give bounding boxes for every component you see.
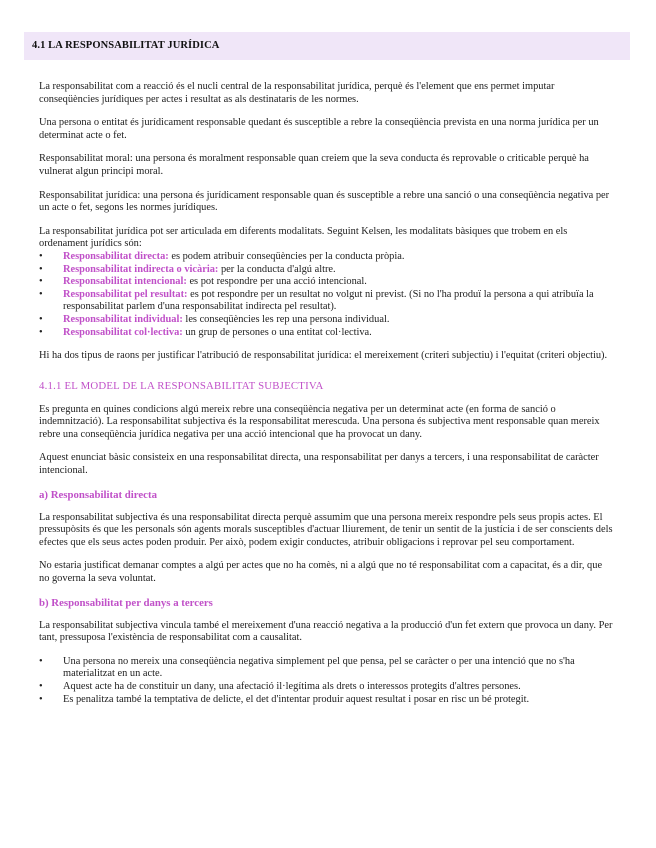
section-heading: 4.1.1 EL MODEL DE LA RESPONSABILITAT SUBJECTIVA xyxy=(39,379,324,392)
intro-paragraph: La responsabilitat com a reacció és el nucli central de la responsabilitat jurídica, perquè és l'element que ens permet imputar conseqüències jurídiques per actes i resultat as als destinataris de les normes. xyxy=(39,81,555,105)
intro-paragraph: Responsabilitat jurídica: una persona és jurídicament responsable quan és susceptible a rebre una sanció o una conseqüència negativa per un acte o fet, segons les normes jurídiques. xyxy=(39,189,610,214)
section-paragraph: Es pregunta en quines condicions algú mereix rebre una conseqüència negativa per un determinat acte (en forma de sanció o indemnització). La responsabilitat subjectiva és la responsabilitat merescuda. Una persona és subjectiva ment responsable quan mereix rebre una conseqüència jurídica negativa per una acció intencional que ha provocat un dany. xyxy=(39,403,600,440)
page-title: 4.1 LA RESPONSABILITAT JURÍDICA xyxy=(32,40,220,51)
list-item: • Es penalitza també la temptativa de delicte, el det d'intentar produir aquest resultat i posar en risc un bé protegit. xyxy=(39,694,613,707)
intro-paragraph: La responsabilitat jurídica pot ser articulada em diferents modalitats. Seguint Kelsen, les modalitats bàsiques que trobem en els ordenament jurídics són: xyxy=(39,225,568,250)
modality-desc: les conseqüències les rep una persona individual. xyxy=(182,313,390,325)
modality-desc: es pot respondre per un resultat no volgut ni previst. (Si no l'ha produï la persona a qui atribuïa la responsabilitat parlem d'una responsabilitat indirecta pel resultat). xyxy=(63,288,594,313)
subsection-a-paragraph: La responsabilitat subjectiva és una responsabilitat directa perquè assumim que una persona mereix respondre pels seus propis actes. El pressupòsits és que les personals són agents morals susceptibles d'actuar lliurement, de tenir un sentit de la justícia i de ser conscients dels efectes que els seus actes poden produir. Per això, podem exigir conductes, atribuir obligacions i reprovar pel seu comportament. xyxy=(39,511,613,548)
modality-desc: per la conducta d'algú altre. xyxy=(218,263,336,275)
closing-paragraph: Hi ha dos tipus de raons per justificar l'atribució de responsabilitat jurídica: el mereixement (criteri subjectiu) i l'equitat (criteri objectiu). xyxy=(39,350,608,362)
list-item: • Una persona no mereix una conseqüència negativa simplement pel que pensa, pel se caràcter o per una intenció que no s'ha materialitzat en un acte. xyxy=(39,656,613,681)
list-item xyxy=(39,251,613,264)
list-item xyxy=(39,264,613,277)
modality-term: Responsabilitat col·lectiva: xyxy=(63,326,183,338)
modality-term: Responsabilitat indirecta o vicària: xyxy=(63,263,219,275)
modality-desc: un grup de persones o una entitat col·lectiva. xyxy=(182,326,372,338)
subsection-a-paragraph: No estaria justificat demanar comptes a algú per actes que no ha comès, ni a algú que no té responsabilitat com a capacitat, és a dir, que no governa la seva voluntat. xyxy=(39,560,603,585)
list-item xyxy=(39,314,613,327)
modality-term: Responsabilitat intencional: xyxy=(63,276,187,288)
modality-desc: es podem atribuir conseqüències per la conducta pròpia. xyxy=(168,250,405,262)
subsection-b-list xyxy=(39,656,613,706)
intro-paragraph: Una persona o entitat és jurídicament responsable quedant és susceptible a rebre la conseqüència prevista en una norma jurídica per un determinat acte o fet. xyxy=(39,117,599,141)
list-item xyxy=(39,289,613,314)
section-paragraph: Aquest enunciat bàsic consisteix en una responsabilitat directa, una responsabilitat per danys a tercers, i una responsabilitat de caràcter intencional. xyxy=(39,452,599,477)
intro-paragraph: Responsabilitat moral: una persona és moralment responsable quan creiem que la seva conducta és reprovable o criticable perquè ha vulnerat algun principi moral. xyxy=(39,153,589,177)
list-item: • Aquest acte ha de constituir un dany, una afectació il·legítima als drets o interessos protegits d'altres persones. xyxy=(39,681,613,694)
modalities-list xyxy=(39,251,613,339)
modality-term: Responsabilitat pel resultat: xyxy=(63,288,188,300)
list-item xyxy=(39,276,613,289)
modality-term: Responsabilitat directa: xyxy=(63,250,169,262)
subsection-b-paragraph: La responsabilitat subjectiva vincula també el mereixement d'una reacció negativa a la producció d'un fet extern que provoca un dany. Per tant, pressuposa l'existència de responsabilitat com a causalitat. xyxy=(39,619,613,644)
title-bar xyxy=(24,32,630,60)
modality-term: Responsabilitat individual: xyxy=(63,313,183,325)
subsection-b-heading: b) Responsabilitat per danys a tercers xyxy=(39,596,213,609)
document-body xyxy=(39,81,613,717)
list-item xyxy=(39,327,613,340)
modality-desc: es pot respondre per una acció intencional. xyxy=(186,276,367,288)
subsection-a-heading: a) Responsabilitat directa xyxy=(39,488,157,501)
